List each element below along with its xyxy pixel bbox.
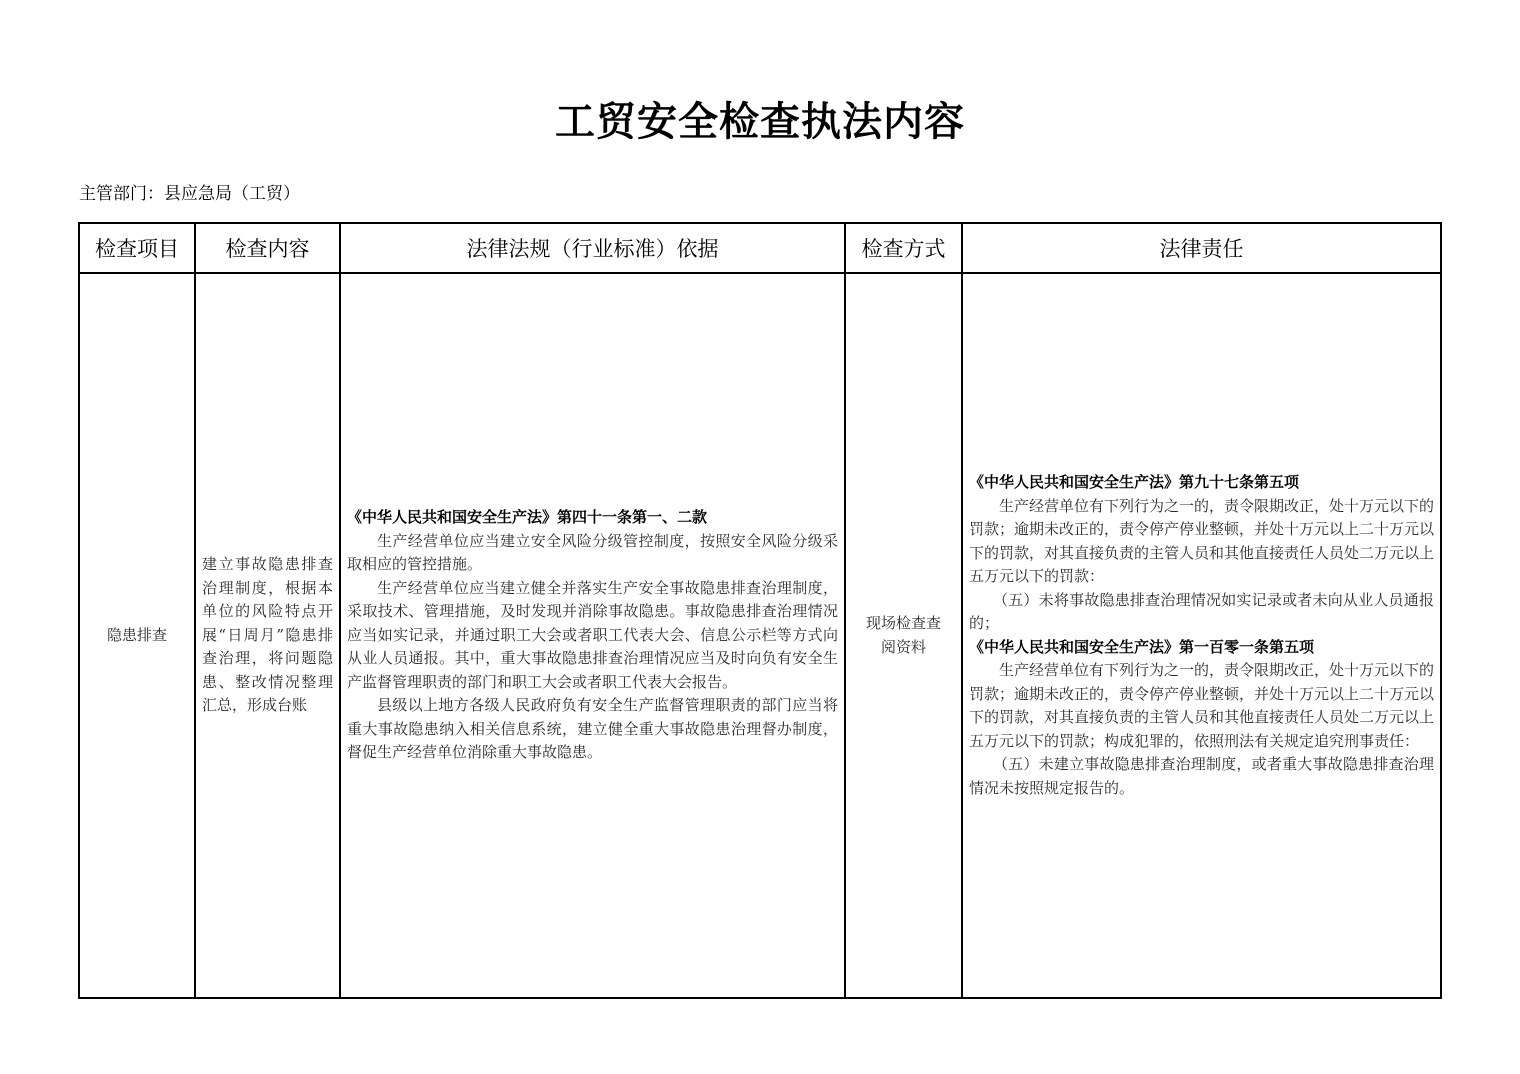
- liability-law-title: 《中华人民共和国安全生产法》第一百零一条第五项: [969, 637, 1315, 656]
- table-row: [79, 273, 1441, 998]
- basis-law-title: 《中华人民共和国安全生产法》第四十一条第一、二款: [347, 508, 708, 527]
- basis-paragraph: 生产经营单位应当建立健全并落实生产安全事故隐患排查治理制度，采取技术、管理措施，及时发现并消除事故隐患。事故隐患排查治理情况应当如实记录，并通过职工大会或者职工代表大会、信息公示栏等方式向从业人员通报。其中，重大事故隐患排查治理情况应当及时向负有安全生产监督管理职责的部门和职工大会或者职工代表大会报告。: [347, 578, 838, 691]
- check-item-text: 隐患排查: [106, 625, 167, 644]
- check-content-text: 建立事故隐患排查治理制度，根据本单位的风险特点开展“日周月”隐患排查治理，将问题隐患、整改情况整理汇总，形成台账: [202, 555, 333, 715]
- department-label: 主管部门：县应急局（工贸）: [79, 184, 300, 204]
- table-header-row: [79, 223, 1441, 273]
- cell-check-content: [195, 273, 340, 998]
- basis-paragraph: 县级以上地方各级人民政府负有安全生产监督管理职责的部门应当将重大事故隐患纳入相关信息系统，建立健全重大事故隐患治理督办制度，督促生产经营单位消除重大事故隐患。: [347, 696, 838, 762]
- cell-legal-basis: [340, 273, 845, 998]
- header-legal-liability: 法律责任: [962, 223, 1441, 273]
- header-check-content: 检查内容: [195, 223, 340, 273]
- basis-paragraph: 生产经营单位应当建立安全风险分级管控制度，按照安全风险分级采取相应的管控措施。: [347, 531, 838, 574]
- header-check-item: 检查项目: [79, 223, 195, 273]
- cell-check-item: [79, 273, 195, 998]
- liability-paragraph: （五）未建立事故隐患排查治理制度，或者重大事故隐患排查治理情况未按照规定报告的。: [969, 755, 1434, 797]
- liability-law-title: 《中华人民共和国安全生产法》第九十七条第五项: [969, 473, 1300, 491]
- header-check-method: 检查方式: [845, 223, 962, 273]
- enforcement-table: [78, 222, 1442, 999]
- cell-check-method: [845, 273, 962, 998]
- check-method-text: 现场检查查阅资料: [865, 614, 941, 656]
- cell-legal-liability: [962, 273, 1441, 998]
- liability-paragraph: 生产经营单位有下列行为之一的，责令限期改正，处十万元以下的罚款；逾期未改正的，责令停产停业整顿，并处十万元以上二十万元以下的罚款，对其直接负责的主管人员和其他直接责任人员处二万元以上五万元以下的罚款：: [969, 496, 1435, 585]
- document-title: 工贸安全检查执法内容: [555, 98, 965, 145]
- header-legal-basis: 法律法规（行业标准）依据: [340, 223, 845, 273]
- liability-paragraph: （五）未将事故隐患排查治理情况如实记录或者未向从业人员通报的；: [969, 590, 1434, 632]
- liability-paragraph: 生产经营单位有下列行为之一的，责令限期改正，处十万元以下的罚款；逾期未改正的，责令停产停业整顿，并处十万元以上二十万元以下的罚款，对其直接负责的主管人员和其他直接责任人员处二万元以上五万元以下的罚款；构成犯罪的，依照刑法有关规定追究刑事责任：: [969, 661, 1435, 750]
